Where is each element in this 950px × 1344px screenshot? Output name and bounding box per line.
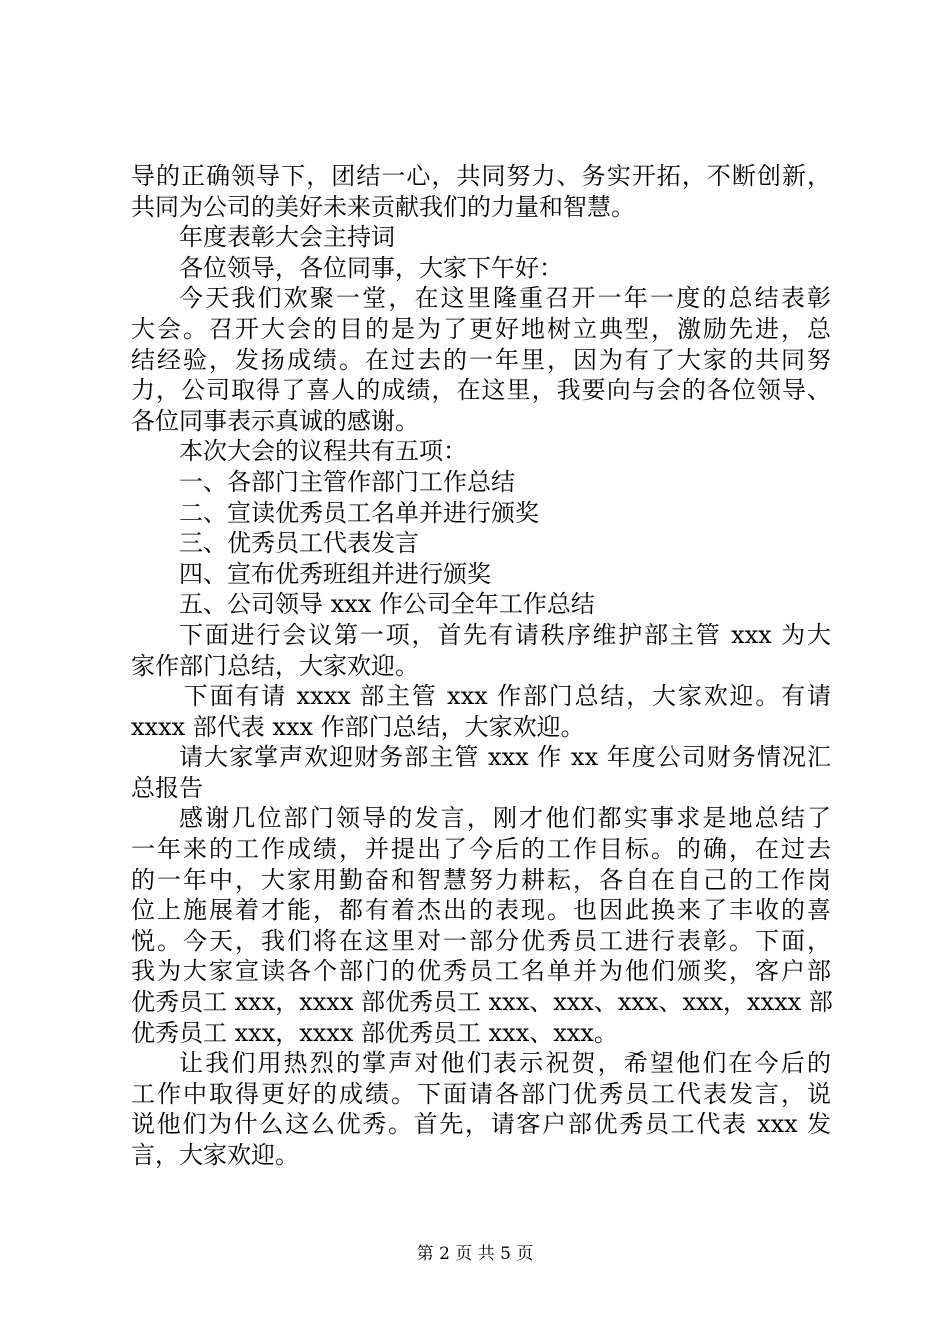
text-line: 下面进行会议第一项，首先有请秩序维护部主管 xxx 为大	[179, 620, 831, 649]
page-footer: 第 2 页 共 5 页	[416, 1244, 534, 1264]
text-line: 下面有请 xxxx 部主管 xxx 作部门总结，大家欢迎。有请	[183, 682, 831, 711]
text-line: 工作中取得更好的成绩。下面请各部门优秀员工代表发言，说	[131, 1079, 831, 1108]
text-line: 家作部门总结，大家欢迎。	[131, 651, 419, 680]
document-body	[131, 161, 831, 1171]
text-line: 今天我们欢聚一堂，在这里隆重召开一年一度的总结表彰	[179, 284, 831, 313]
text-line: 说他们为什么这么优秀。首先，请客户部优秀员工代表 xxx 发	[131, 1110, 831, 1139]
text-line: 请大家掌声欢迎财务部主管 xxx 作 xx 年度公司财务情况汇	[179, 743, 831, 772]
text-line: 位上施展着才能，都有着杰出的表现。也因此换来了丰收的喜	[131, 896, 831, 925]
text-line: 共同为公司的美好未来贡献我们的力量和智慧。	[131, 192, 635, 221]
text-line: 力，公司取得了喜人的成绩，在这里，我要向与会的各位领导、	[131, 376, 831, 405]
text-line: 一、各部门主管作部门工作总结	[179, 467, 515, 496]
text-line: 各位同事表示真诚的感谢。	[131, 406, 419, 435]
text-line: 悦。今天，我们将在这里对一部分优秀员工进行表彰。下面，	[131, 926, 831, 955]
text-line: 的一年中，大家用勤奋和智慧努力耕耘，各自在自己的工作岗	[131, 865, 831, 894]
text-line: 五、公司领导 xxx 作公司全年工作总结	[179, 590, 595, 619]
text-line: 二、宣读优秀员工名单并进行颁奖	[179, 498, 539, 527]
text-line: 我为大家宣读各个部门的优秀员工名单并为他们颁奖，客户部	[131, 957, 831, 986]
text-line: 导的正确领导下，团结一心，共同努力、务实开拓，不断创新，	[131, 162, 831, 190]
text-line: 四、宣布优秀班组并进行颁奖	[179, 559, 491, 588]
text-line: 三、优秀员工代表发言	[179, 529, 419, 558]
text-line: 本次大会的议程共有五项：	[179, 437, 467, 466]
text-line: 年度表彰大会主持词	[179, 223, 395, 252]
text-line: 言，大家欢迎。	[131, 1141, 299, 1169]
text-line: 让我们用热烈的掌声对他们表示祝贺，希望他们在今后的	[179, 1049, 831, 1078]
text-line: 优秀员工 xxx，xxxx 部优秀员工 xxx、xxx。	[131, 1018, 618, 1047]
text-line: 结经验，发扬成绩。在过去的一年里，因为有了大家的共同努	[131, 345, 831, 374]
text-line: 各位领导，各位同事，大家下午好：	[179, 253, 563, 282]
text-line: 大会。召开大会的目的是为了更好地树立典型，激励先进，总	[131, 314, 831, 343]
text-line: xxxx 部代表 xxx 作部门总结，大家欢迎。	[131, 712, 585, 741]
text-line: 感谢几位部门领导的发言，刚才他们都实事求是地总结了	[179, 804, 831, 833]
text-line: 总报告	[131, 773, 203, 802]
text-line: 一年来的工作成绩，并提出了今后的工作目标。的确，在过去	[131, 835, 831, 864]
text-line: 优秀员工 xxx，xxxx 部优秀员工 xxx、xxx、xxx、xxx，xxxx 部	[131, 988, 833, 1017]
